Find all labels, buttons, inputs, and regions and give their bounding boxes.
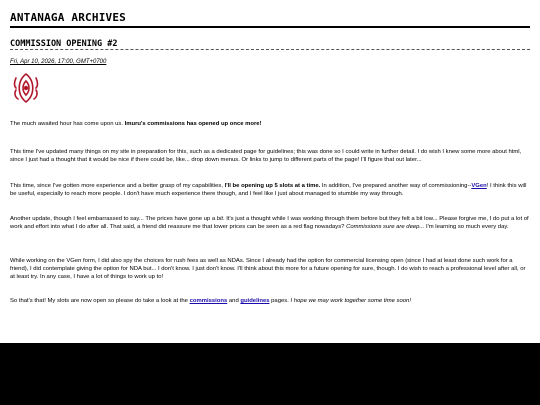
- p4-italic-deep: Commissions sure are deep...: [346, 224, 425, 230]
- site-title[interactable]: ANTANAGA ARCHIVES: [10, 11, 126, 24]
- post-title: COMMISSION OPENING #2: [10, 39, 118, 49]
- p4-text-c: . It's just a thought while I was working through them before but they felt a bit low... Please forgive me, I do put a lot of work and effort into what I do after all. That said, a friend did reassure me that lower prices can be seen as a red flag nowadays?: [10, 216, 529, 230]
- guidelines-link[interactable]: guidelines: [240, 298, 270, 304]
- post-title-divider: [10, 49, 530, 50]
- p4-text-e: I'm learning so much every day.: [424, 224, 509, 230]
- p1-text: The much awaited hour has come upon us.: [10, 121, 125, 127]
- paragraph-site-update: [10, 148, 530, 164]
- post-date[interactable]: Fri, Apr 10, 2026, 17:00, GMT+0700: [10, 59, 107, 65]
- p5-text: While working on the VGen form, I did also spy the choices for rush fees as well as NDAs. Since I already had the option for commercial licensing open (since I had at least done such work for a friend), I did contemplate giving the option for NDA but... I don't know. I just don't know. I'll think about this more for a future opening for sure, though. I do wish to reach a professional level after all, or at least try. In any case, I have a lot of things to work up to!: [10, 258, 526, 280]
- p4-italic-bit: bit: [216, 216, 223, 222]
- p4-text-a: Another update, though I feel embarrassed to say... The prices have gone up a: [10, 216, 217, 222]
- p6-italic: I hope we may work together some time soon!: [290, 298, 411, 304]
- p3-text-c: In addition, I've prepared another way of commissioning--: [320, 183, 472, 189]
- commissions-link[interactable]: commissions: [189, 298, 228, 304]
- p1-bold: Imuru's commissions has opened up once more!: [124, 121, 262, 127]
- p6-text-a: So that's that! My slots are now open so please do take a look at the: [10, 298, 190, 304]
- vgen-link[interactable]: VGen: [471, 183, 487, 189]
- p3-text-a: This time, since I've gotten more experience and a better grasp of my capabilities,: [10, 183, 225, 189]
- paragraph-intro: [10, 120, 530, 128]
- p6-text-b: and: [227, 298, 241, 304]
- p6-text-c: pages.: [269, 298, 291, 304]
- red-eye-sigil-icon: [13, 72, 39, 104]
- footer-band: [0, 343, 540, 405]
- paragraph-vgen-form: [10, 257, 530, 281]
- p3-text-d: ! I think this will be useful, especially to reach more people. I don't have much experience there though, and I feel like I just about managed to stumble my way through.: [10, 183, 527, 197]
- paragraph-prices: [10, 215, 530, 231]
- p3-bold: I'll be opening up 5 slots at a time.: [224, 183, 321, 189]
- title-divider: [10, 26, 530, 28]
- p2-text: This time I've updated many things on my site in preparation for this, such as a dedicated page for guidelines; this was done so I could write in further detail. I do wish I knew some more about html, since I just had a thought that it would be nice if there could be, like... drop down menus. Or links to jump to different parts of the page! I'll figure that out later...: [10, 149, 522, 163]
- paragraph-slots: [10, 182, 530, 198]
- paragraph-closing: [10, 297, 530, 305]
